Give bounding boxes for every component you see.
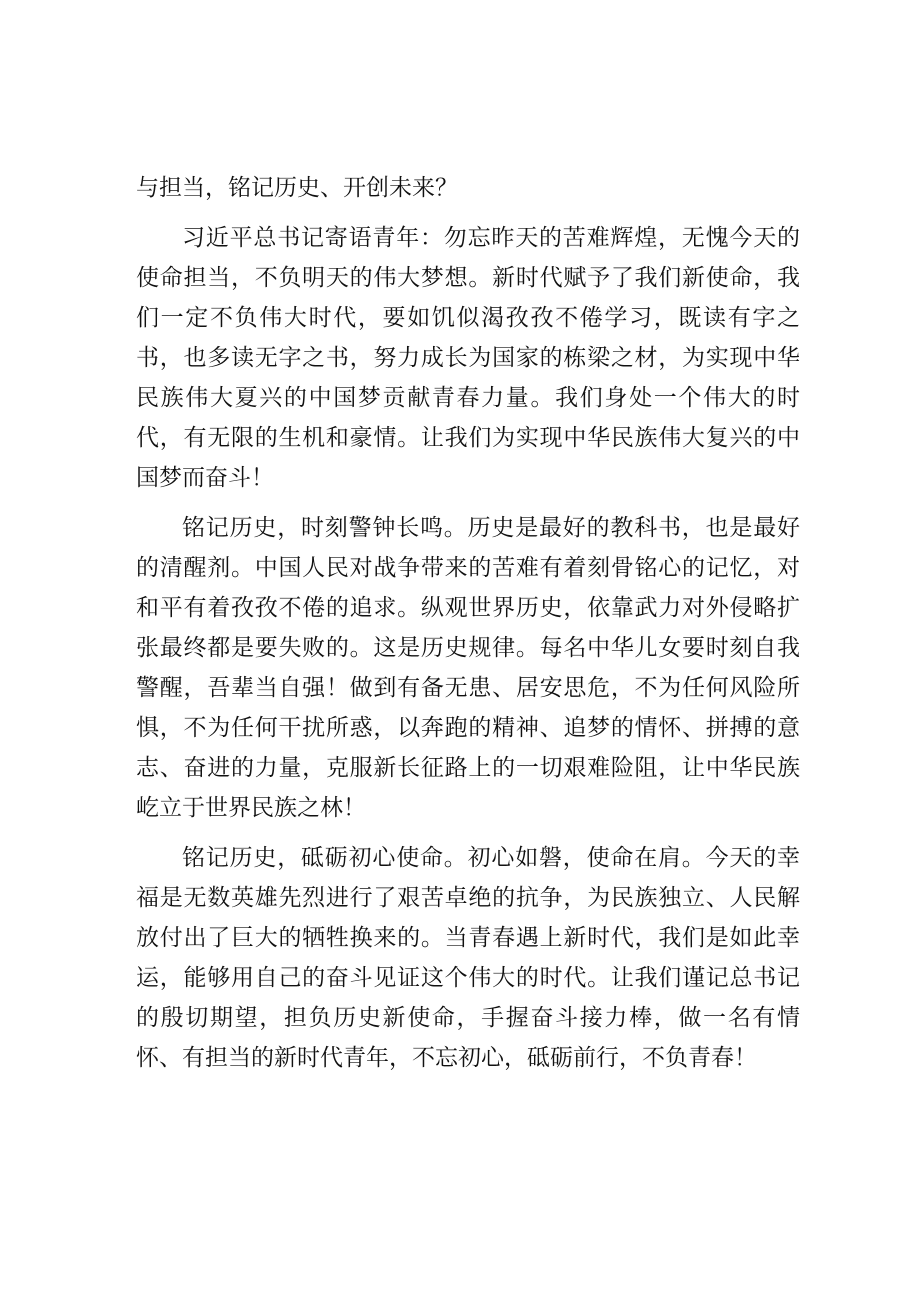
paragraph-continuation: 与担当，铭记历史、开创未来？ xyxy=(136,175,458,201)
paragraph-youth-message: 习近平总书记寄语青年：勿忘昨天的苦难辉煌，无愧今天的使命担当，不负明天的伟大梦想。新时代赋予了我们新使命，我们一定不负伟大时代，要如饥似渴孜孜不倦学习，既读有字之书，也多读无字之书，努力成长为国家的栋梁之材，为实现中华民族伟大夏兴的中国梦贡献青春力量。我们身处一个伟大的时代，有无限的生机和豪情。让我们为实现中华民族伟大复兴的中国梦而奋斗！ xyxy=(136,225,800,491)
document-body xyxy=(136,168,800,1078)
paragraph-alarm-bell: 铭记历史，时刻警钟长鸣。历史是最好的教科书，也是最好的清醒剂。中国人民对战争带来的苦难有着刻骨铭心的记忆，对和平有着孜孜不倦的追求。纵观世界历史，依靠武力对外侵略扩张最终都是要失败的。这是历史规律。每名中华儿女要时刻自我警醒，吾辈当自强！做到有备无患、居安思危，不为任何风险所惧，不为任何干扰所惑，以奔跑的精神、追梦的情怀、拼搏的意志、奋进的力量，克服新长征路上的一切艰难险阻，让中华民族屹立于世界民族之林！ xyxy=(136,515,800,821)
paragraph-original-mission: 铭记历史，砥砺初心使命。初心如磐，使命在肩。今天的幸福是无数英雄先烈进行了艰苦卓绝的抗争，为民族独立、人民解放付出了巨大的牺牲换来的。当青春遇上新时代，我们是如此幸运，能够用自己的奋斗见证这个伟大的时代。让我们谨记总书记的殷切期望，担负历史新使命，手握奋斗接力棒，做一名有情怀、有担当的新时代青年，不忘初心，砥砺前行，不负青春！ xyxy=(136,845,800,1071)
